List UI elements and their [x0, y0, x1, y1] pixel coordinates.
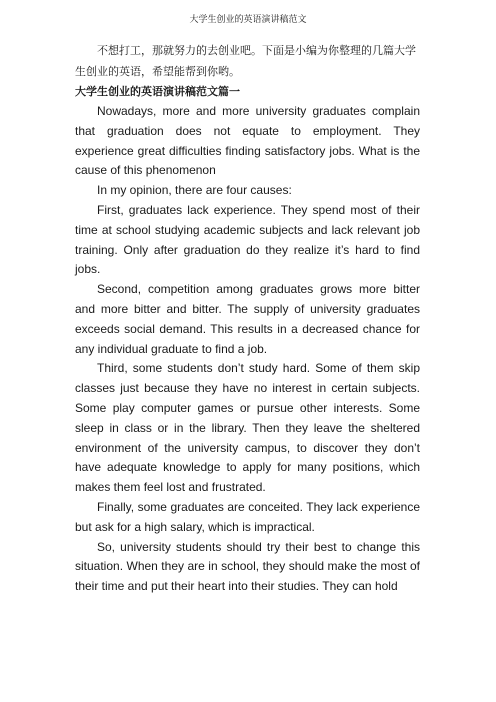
body-paragraph: Nowadays, more and more university graduates complain that graduation does not equate to employment. They experience great difficulties finding satisfactory jobs. What is the cause of this phenomenon: [75, 104, 420, 178]
intro-paragraph: 不想打工，那就努力的去创业吧。下面是小编为你整理的几篇大学生创业的英语，希望能帮到你哟。: [75, 44, 416, 78]
page-header: 大学生创业的英语演讲稿范文: [189, 15, 307, 25]
body-paragraph: Finally, some graduates are conceited. They lack experience but ask for a high salary, which is impractical.: [75, 499, 420, 534]
body-paragraph: In my opinion, there are four causes:: [97, 183, 292, 198]
section-heading: 大学生创业的英语演讲稿范文篇一: [75, 85, 240, 98]
document-body: [75, 40, 420, 597]
body-paragraph: So, university students should try their best to change this situation. When they are in school, they should make the most of their time and put their heart into their studies. They can hold: [75, 539, 420, 594]
body-paragraph: Third, some students don’t study hard. Some of them skip classes just because they have no interest in certain subjects. Some play computer games or pursue other interests. Some sleep in class or in the library. Then they leave the sheltered environment of the university campus, to discover they don’t have adequate knowledge to apply for many positions, which makes them feel lost and frustrated.: [75, 361, 420, 495]
body-paragraph: Second, competition among graduates grows more bitter and more bitter and bitter. The supply of university graduates exceeds social demand. This results in a decreased chance for any individual graduate to find a job.: [75, 282, 420, 356]
body-paragraph: First, graduates lack experience. They spend most of their time at school studying academic subjects and lack relevant job training. Only after graduation do they realize it’s hard to find jobs.: [75, 202, 420, 277]
